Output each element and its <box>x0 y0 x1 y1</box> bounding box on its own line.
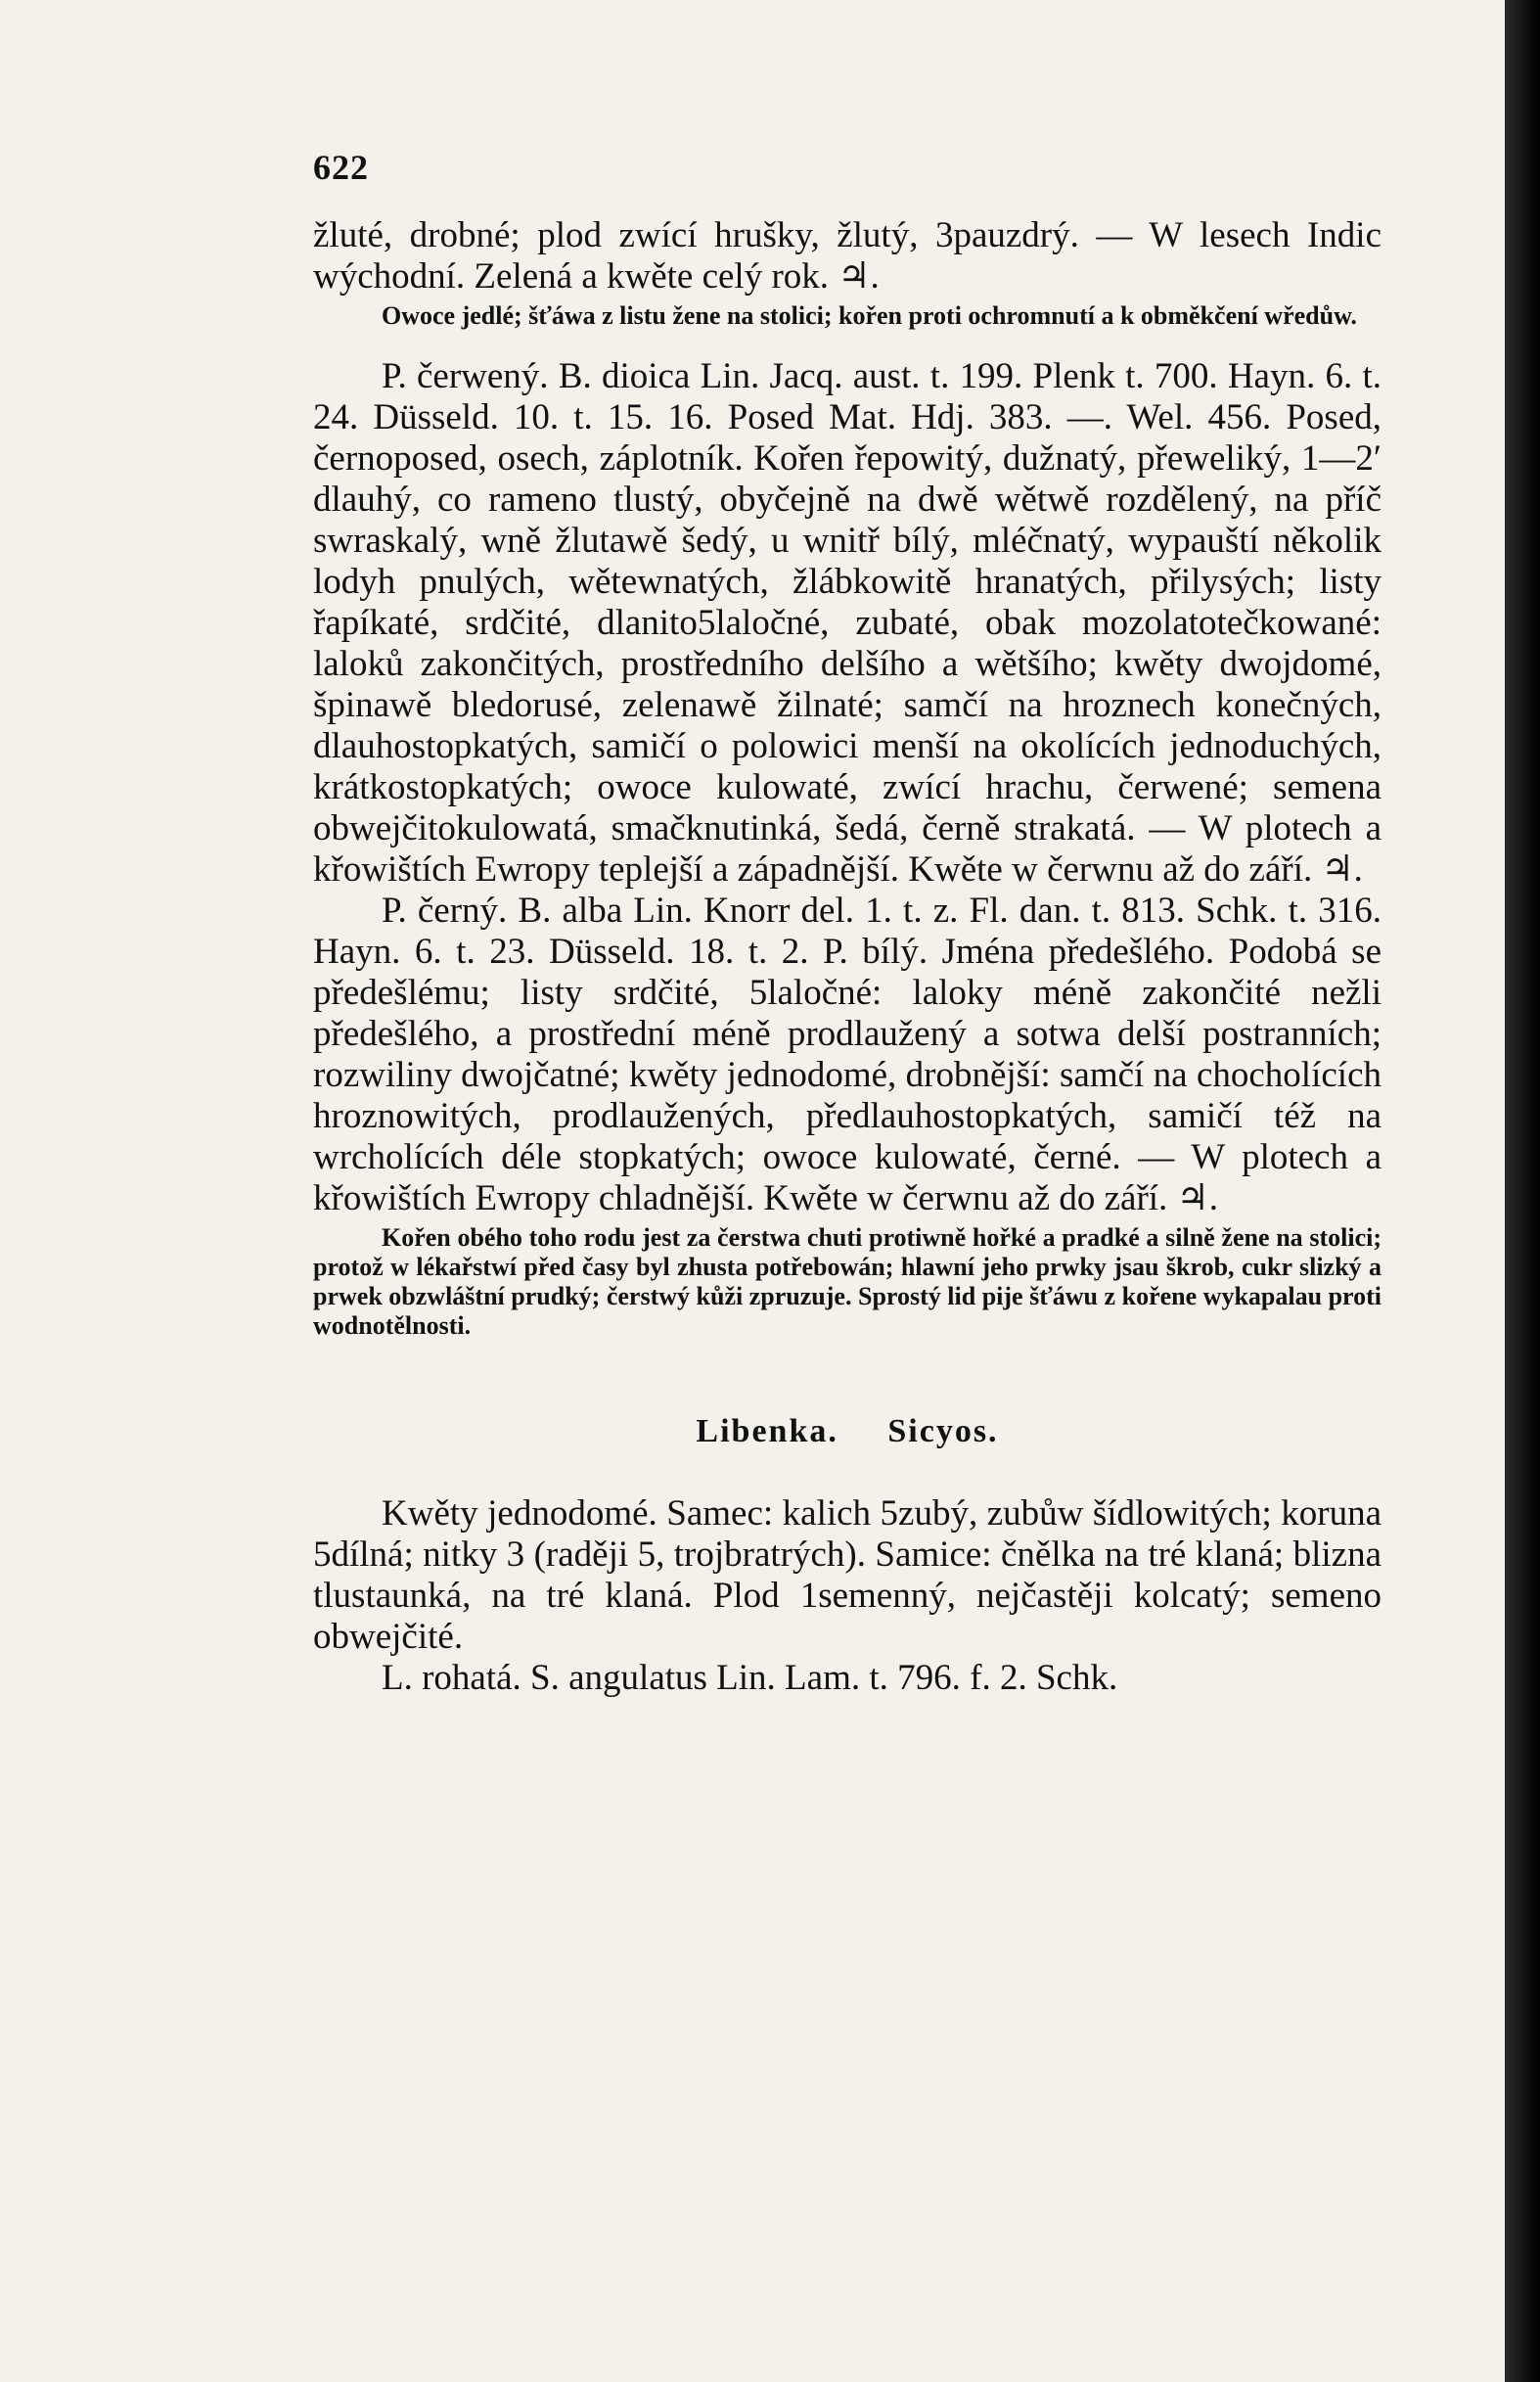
page-number: 622 <box>313 148 369 187</box>
scan-edge <box>1505 0 1540 2382</box>
paragraph-species-red: P. čerwený. B. dioica Lin. Jacq. aust. t. 199. Plenk t. 700. Hayn. 6. t. 24. Düsseld. 10. t. 15. 16. Posed Mat. Hdj. 383. —. Wel. 456. Posed, černoposed, osech, záplotník. Kořen řepowitý, dužnatý, přeweliký, 1—2′ dlauhý, co rameno tlustý, obyčejně na dwě wětwě rozdělený, na příč swraskalý, wně žlutawě šedý, u wnitř bílý, mléčnatý, wypauští několik lodyh pnulých, wětewnatých, žlábkowitě hranatých, přilysých; listy řapíkaté, srdčité, dlanito5laločné, zubaté, obak mozolatotečkowané: laloků zakončitých, prostředního delšího a wětšího; kwěty dwojdomé, špinawě bledorusé, zelenawě žilnaté; samčí na hroznech konečných, dlauhostopkatých, samičí o polowici menší na okolících jednoduchých, krátkostopkatých; owoce kulowaté, zwící hrachu, čerwené; semena obwejčitokulowatá, smačknutinká, šedá, černě strakatá. — W plotech a křowištích Ewropy teplejší a západnější. Kwěte w čerwnu až do září. ♃. <box>313 356 1381 890</box>
note-root-medicine: Kořen obého toho rodu jest za čerstwa chuti protiwně hořké a pradké a silně žene na stolici; protož w lékařstwí před časy byl zhusta potřebowán; hlawní jeho prwky jsau škrob, cukr slizký a prwek obzwláštní prudký; čerstwý kůži zpruzuje. Sprostý lid pije šťáwu z kořene wykapalau proti wodnotělnosti. <box>313 1223 1381 1340</box>
genus-heading <box>313 1413 1381 1450</box>
genus-latin-name: Sicyos. <box>887 1413 999 1449</box>
genus-czech-name: Libenka. <box>696 1413 838 1449</box>
paragraph-species-horned: L. rohatá. S. angulatus Lin. Lam. t. 796. f. 2. Schk. <box>382 1658 1118 1698</box>
paragraph-genus-description: Kwěty jednodomé. Samec: kalich 5zubý, zubůw šídlowitých; koruna 5dílná; nitky 3 (raději 5, trojbratrých). Samice: čnělka na tré klaná; blizna tlustaunká, na tré klaná. Plod 1semenný, nejčastěji kolcatý; semeno obwejčité. <box>313 1493 1381 1657</box>
note-uses: Owoce jedlé; šťáwa z listu žene na stolici; kořen proti ochromnutí a k obměkčení wředůw. <box>382 301 1357 330</box>
paragraph-species-black: P. černý. B. alba Lin. Knorr del. 1. t. z. Fl. dan. t. 813. Schk. t. 316. Hayn. 6. t. 23. Düsseld. 18. t. 2. P. bílý. Jména předešlého. Podobá se předešlému; listy srdčité, 5laločné: laloky méně zakončité nežli předešlého, a prostřední méně prodlaužený a sotwa delší postranních; rozwiliny dwojčatné; kwěty jednodomé, drobnější: samčí na chocholících hroznowitých, prodlaužených, předlauhostopkatých, samičí též na wrcholících déle stopkatých; owoce kulowaté, černé. — W plotech a křowištích Ewropy chladnější. Kwěte w čerwnu až do září. ♃. <box>313 891 1381 1218</box>
paragraph-continuation: žluté, drobné; plod zwící hrušky, žlutý, 3pauzdrý. — W lesech Indic wýchodní. Zelená a kwěte celý rok. ♃. <box>313 215 1381 297</box>
page-content <box>313 147 1381 1699</box>
